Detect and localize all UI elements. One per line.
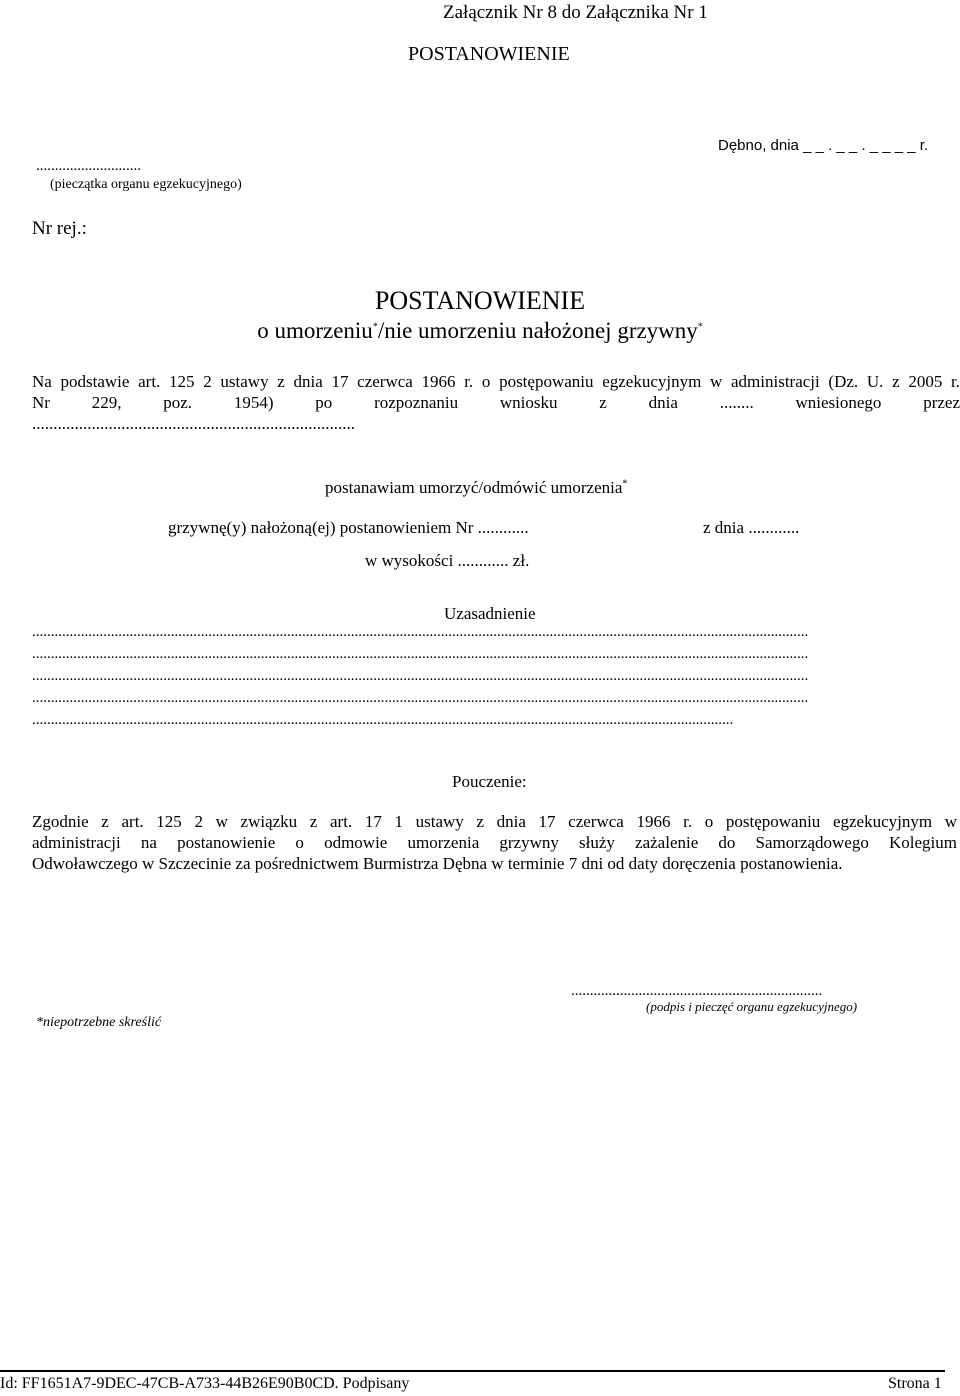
decision-text [325, 478, 627, 498]
subtitle [0, 318, 960, 344]
footer-divider [0, 1370, 945, 1372]
instruction-heading: Pouczenie: [452, 772, 527, 791]
fine-decision-number: grzywnę(y) nałożoną(ej) postanowieniem Nr ............ [168, 518, 529, 537]
decision-label: postanawiam umorzyć/odmówić umorzenia [325, 478, 623, 497]
justification-line-3: ............................................................................................................................................................................................................... [32, 668, 809, 684]
document-heading: POSTANOWIENIE [408, 43, 570, 65]
stamp-caption: (pieczątka organu egzekucyjnego) [50, 177, 242, 192]
subtitle-asterisk-1: * [372, 321, 378, 333]
place-date: Dębno, dnia _ _ . _ _ . _ _ _ _ r. [718, 137, 929, 154]
registry-number: Nr rej.: [32, 218, 87, 239]
justification-heading: Uzasadnienie [444, 604, 536, 623]
fine-date: z dnia ............ [703, 518, 800, 537]
basis-line-1: Na podstawie art. 125 2 ustawy z dnia 17 czerwca 1966 r. o postępowaniu egzekucyjnym w administracji (Dz. U. z 2005 r. [32, 372, 960, 391]
signature-dots: ................................................................... [571, 983, 823, 999]
justification-line-5: ........................................................................................................................................................................................... [32, 712, 734, 728]
subtitle-asterisk-2: * [697, 321, 703, 333]
footer-page-number: Strona 1 [888, 1375, 942, 1392]
instruction-line-1: Zgodnie z art. 125 2 w związku z art. 17 1 ustawy z dnia 17 czerwca 1966 r. o postępowaniu egzekucyjnym w [32, 812, 957, 831]
footer-document-id: Id: FF1651A7-9DEC-47CB-A733-44B26E90B0CD. Podpisany [0, 1375, 410, 1392]
instruction-line-3: Odwoławczego w Szczecinie za pośrednictwem Burmistrza Dębna w terminie 7 dni od daty doręczenia postanowienia. [32, 854, 843, 873]
main-title: POSTANOWIENIE [374, 286, 586, 315]
instruction-line-2: administracji na postanowienie o odmowie umorzenia grzywny służy zażalenie do Samorządowego Kolegium [32, 833, 957, 852]
justification-line-4: ............................................................................................................................................................................................................... [32, 690, 809, 706]
fine-amount: w wysokości ............ zł. [365, 551, 530, 570]
subtitle-part1: o umorzeniu [257, 318, 373, 343]
basis-line-2: Nr 229, poz. 1954) po rozpoznaniu wniosku z dnia ........ wniesionego przez [32, 393, 960, 412]
subtitle-part2: /nie umorzeniu nałożonej grzywny [377, 318, 698, 343]
basis-line-3: ............................................................................ [32, 414, 355, 433]
decision-asterisk: * [622, 478, 628, 490]
footnote: *niepotrzebne skreślić [36, 1015, 162, 1030]
justification-line-2: ............................................................................................................................................................................................................... [32, 646, 809, 662]
justification-line-1: ............................................................................................................................................................................................................... [32, 624, 809, 640]
signature-caption: (podpis i pieczęć organu egzekucyjnego) [646, 999, 858, 1014]
attachment-reference: Załącznik Nr 8 do Załącznika Nr 1 [443, 2, 708, 23]
stamp-dots: ............................ [36, 158, 141, 174]
